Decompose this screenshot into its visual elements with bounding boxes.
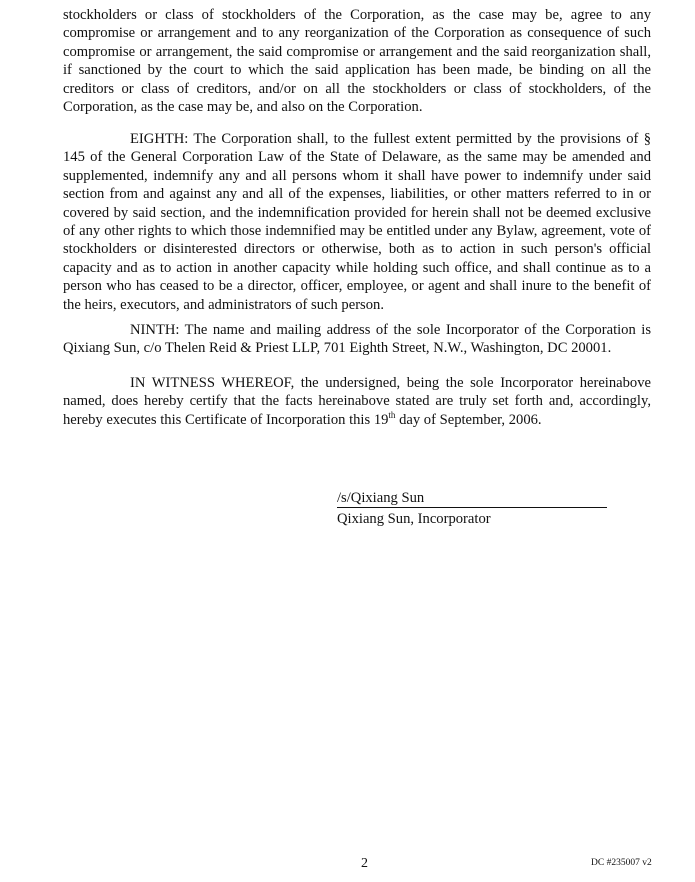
- witness-text-end: day of September, 2006.: [395, 411, 542, 428]
- document-id: DC #235007 v2: [591, 858, 652, 868]
- paragraph-eighth: EIGHTH: The Corporation shall, to the fullest extent permitted by the provisions of § 145 of the General Corporation Law of the State of Delaware, as the same may be amended and supplemented, indemnify any and all persons whom it shall have power to indemnify under said section from and against any and all of the expenses, liabilities, or other matters referred to in or covered by said section, and the indemnification provided for herein shall not be deemed exclusive of any other rights to which those indemnified may be entitled under any Bylaw, agreement, vote of stockholders or disinterested directors or otherwise, both as to action in such person's official capacity and as to action in another capacity while holding such office, and shall continue as to a person who has ceased to be a director, officer, employee, or agent and shall inure to the benefit of the heirs, executors, and administrators of such person.: [63, 131, 651, 313]
- signature-block: [337, 489, 607, 508]
- signature-title: Qixiang Sun, Incorporator: [337, 511, 491, 527]
- page-number: 2: [361, 856, 368, 871]
- signature: /s/Qixiang Sun: [337, 490, 425, 506]
- signature-line: [337, 489, 607, 508]
- witness-text: IN WITNESS WHEREOF, the undersigned, being the sole Incorporator hereinabove named, does hereby certify that the facts hereinabove stated are truly set forth and, accordingly, hereby executes this Certificate of Incorporation this 19: [63, 375, 651, 428]
- paragraph-continuation: stockholders or class of stockholders of the Corporation, as the case may be, agree to any compromise or arrangement and to any reorganization of the Corporation as consequence of such compromise or arrangement, the said compromise or arrangement and the said reorganization shall, if sanctioned by the court to which the said application has been made, be binding on all the creditors or class of creditors, and/or on all the stockholders or class of stockholders, of the Corporation, as the case may be, and also on the Corporation.: [63, 7, 651, 116]
- witness-ordinal-suffix: th: [388, 409, 396, 420]
- paragraph-witness: [63, 374, 651, 429]
- paragraph-ninth: NINTH: The name and mailing address of the sole Incorporator of the Corporation is Qixiang Sun, c/o Thelen Reid & Priest LLP, 701 Eighth Street, N.W., Washington, DC 20001.: [63, 322, 651, 357]
